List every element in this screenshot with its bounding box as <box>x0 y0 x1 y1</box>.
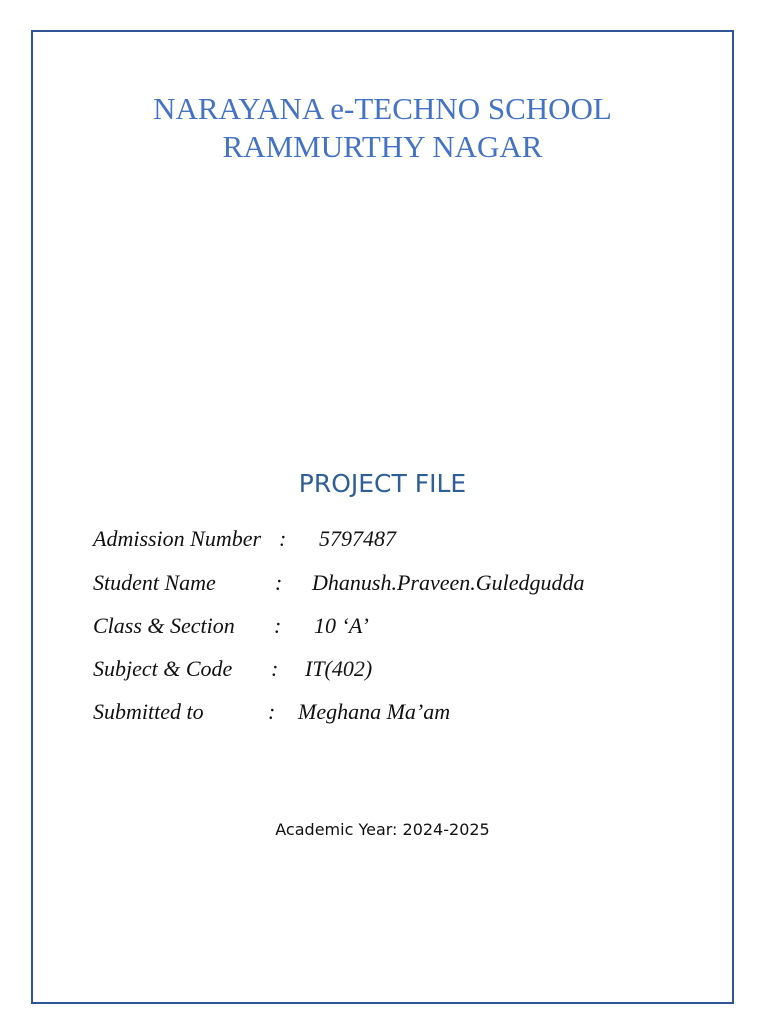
detail-label: Admission Number <box>93 526 262 551</box>
school-name: NARAYANA e-TECHNO SCHOOL <box>153 91 612 126</box>
page-border <box>31 30 734 1004</box>
school-title <box>31 90 734 166</box>
project-heading: PROJECT FILE <box>298 469 467 498</box>
detail-label: Student Name <box>93 570 216 595</box>
detail-separator: : <box>275 570 283 595</box>
detail-separator: : <box>279 526 287 551</box>
detail-label: Class & Section <box>93 613 235 638</box>
detail-separator: : <box>268 699 276 724</box>
school-location: RAMMURTHY NAGAR <box>222 129 543 164</box>
detail-separator: : <box>271 656 279 681</box>
detail-separator: : <box>274 613 282 638</box>
detail-value: Meghana Ma’am <box>298 699 451 724</box>
detail-label: Subject & Code <box>93 656 233 681</box>
academic-year: Academic Year: 2024-2025 <box>275 820 490 839</box>
detail-value: 5797487 <box>319 526 396 551</box>
detail-label: Submitted to <box>93 699 204 724</box>
detail-value: IT(402) <box>305 656 373 681</box>
detail-value: 10 ‘A’ <box>314 613 369 638</box>
detail-value: Dhanush.Praveen.Guledgudda <box>312 570 585 595</box>
